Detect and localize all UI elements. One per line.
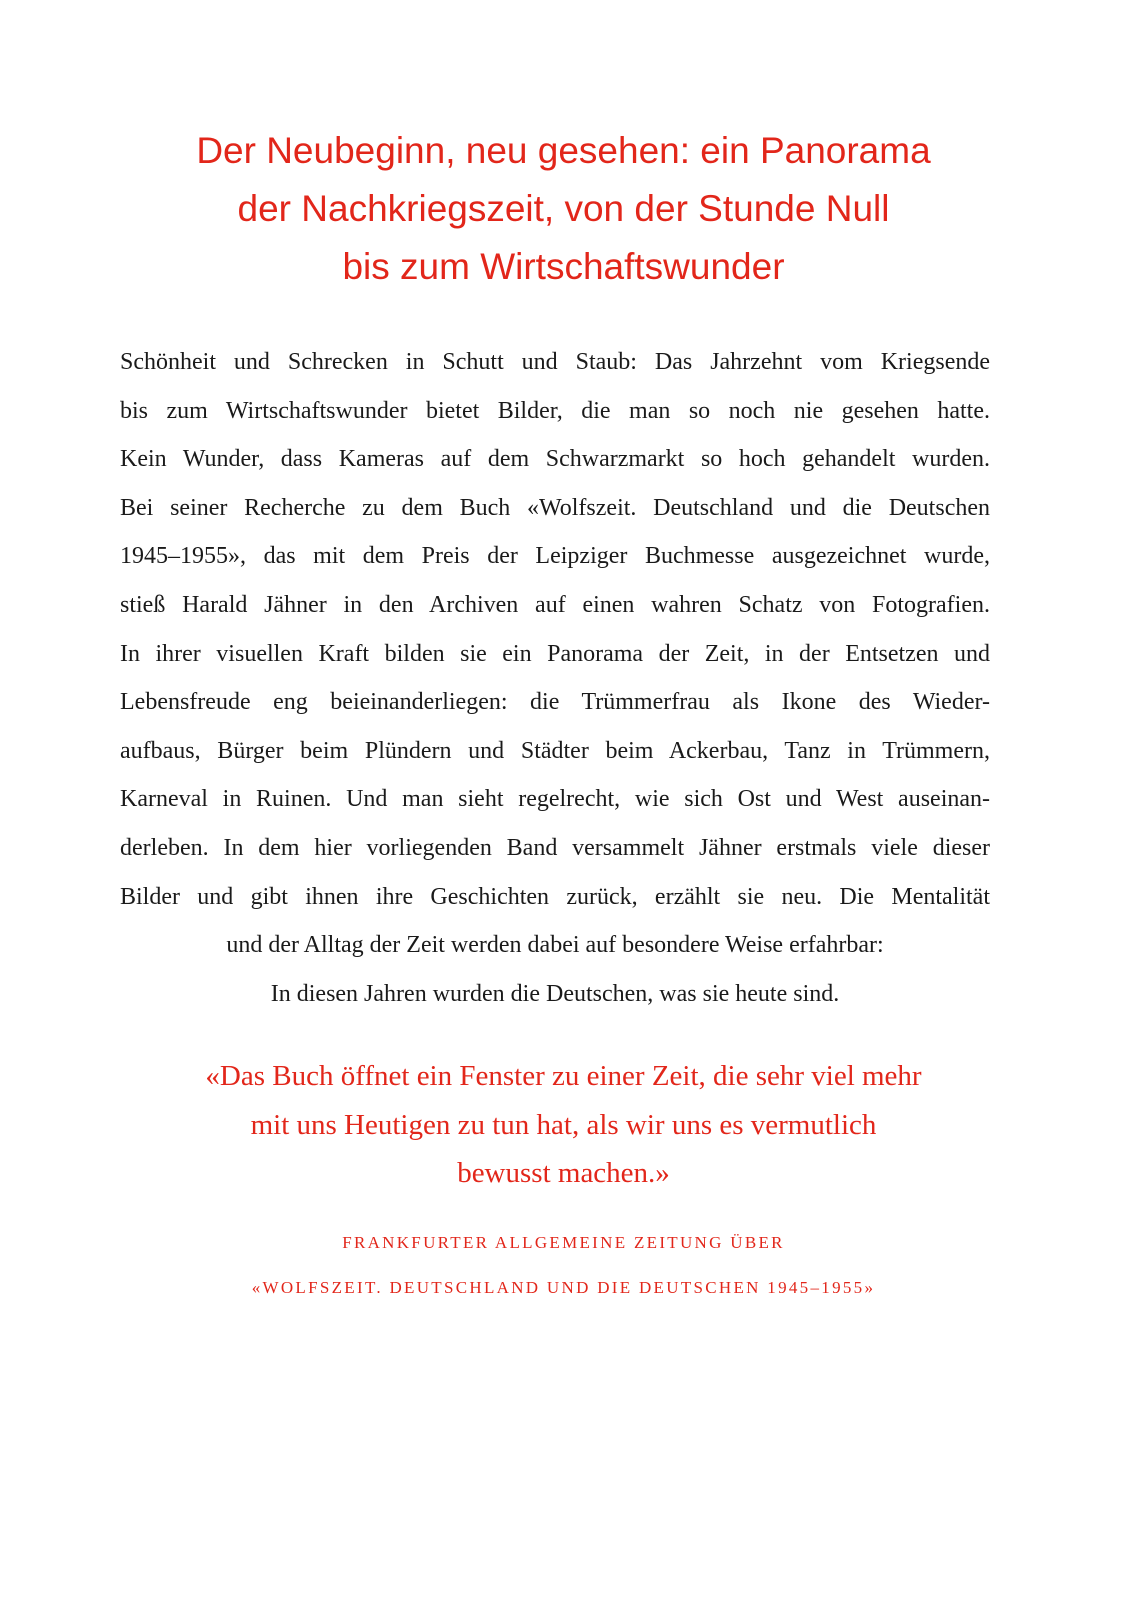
headline-line: Der Neubeginn, neu gesehen: ein Panorama bbox=[196, 130, 931, 171]
blurb-line: Schönheit und Schrecken in Schutt und Staub: Das Jahrzehnt vom Kriegsende bbox=[120, 349, 990, 375]
source-line: FRANKFURTER ALLGEMEINE ZEITUNG ÜBER bbox=[342, 1233, 785, 1252]
blurb-line: In ihrer visuellen Kraft bilden sie ein Panorama der Zeit, in der Entsetzen und bbox=[120, 640, 990, 667]
blurb-line: und der Alltag der Zeit werden dabei auf besondere Weise erfahrbar: bbox=[226, 932, 884, 959]
quote-source bbox=[0, 1220, 1127, 1310]
quote-line: mit uns Heutigen zu tun hat, als wir uns es vermutlich bbox=[250, 1108, 877, 1141]
blurb-line: Bei seiner Recherche zu dem Buch «Wolfszeit. Deutschland und die Deutschen bbox=[120, 494, 990, 521]
blurb-line: Lebensfreude eng beieinanderliegen: die Trümmerfrau als Ikone des Wieder- bbox=[120, 689, 990, 716]
blurb-text bbox=[120, 338, 990, 1018]
headline bbox=[0, 122, 1127, 296]
blurb-line: Bilder und gibt ihnen ihre Geschichten zurück, erzählt sie neu. Die Mentalität bbox=[120, 883, 990, 910]
blurb-line: stieß Harald Jähner in den Archiven auf einen wahren Schatz von Fotografien. bbox=[120, 591, 990, 618]
blurb-line: 1945–1955», das mit dem Preis der Leipziger Buchmesse ausgezeichnet wurde, bbox=[120, 543, 990, 570]
quote-line: bewusst machen.» bbox=[457, 1157, 670, 1189]
blurb-line: Kein Wunder, dass Kameras auf dem Schwarzmarkt so hoch gehandelt wurden. bbox=[120, 446, 990, 473]
blurb-line: derleben. In dem hier vorliegenden Band versammelt Jähner erstmals viele dieser bbox=[120, 834, 990, 861]
quote-line: «Das Buch öffnet ein Fenster zu einer Zeit, die sehr viel mehr bbox=[205, 1060, 922, 1092]
source-line: «WOLFSZEIT. DEUTSCHLAND UND DIE DEUTSCHEN 1945–1955» bbox=[251, 1278, 876, 1297]
blurb-line: bis zum Wirtschaftswunder bietet Bilder, die man so noch nie gesehen hatte. bbox=[120, 397, 990, 424]
blurb-line: aufbaus, Bürger beim Plündern und Städter beim Ackerbau, Tanz in Trümmern, bbox=[120, 737, 990, 764]
blurb-line: In diesen Jahren wurden die Deutschen, was sie heute sind. bbox=[270, 980, 840, 1007]
review-quote bbox=[0, 1052, 1127, 1198]
blurb-line: Karneval in Ruinen. Und man sieht regelrecht, wie sich Ost und West auseinan- bbox=[120, 786, 990, 813]
headline-line: bis zum Wirtschaftswunder bbox=[342, 246, 785, 287]
headline-line: der Nachkriegszeit, von der Stunde Null bbox=[237, 188, 890, 229]
